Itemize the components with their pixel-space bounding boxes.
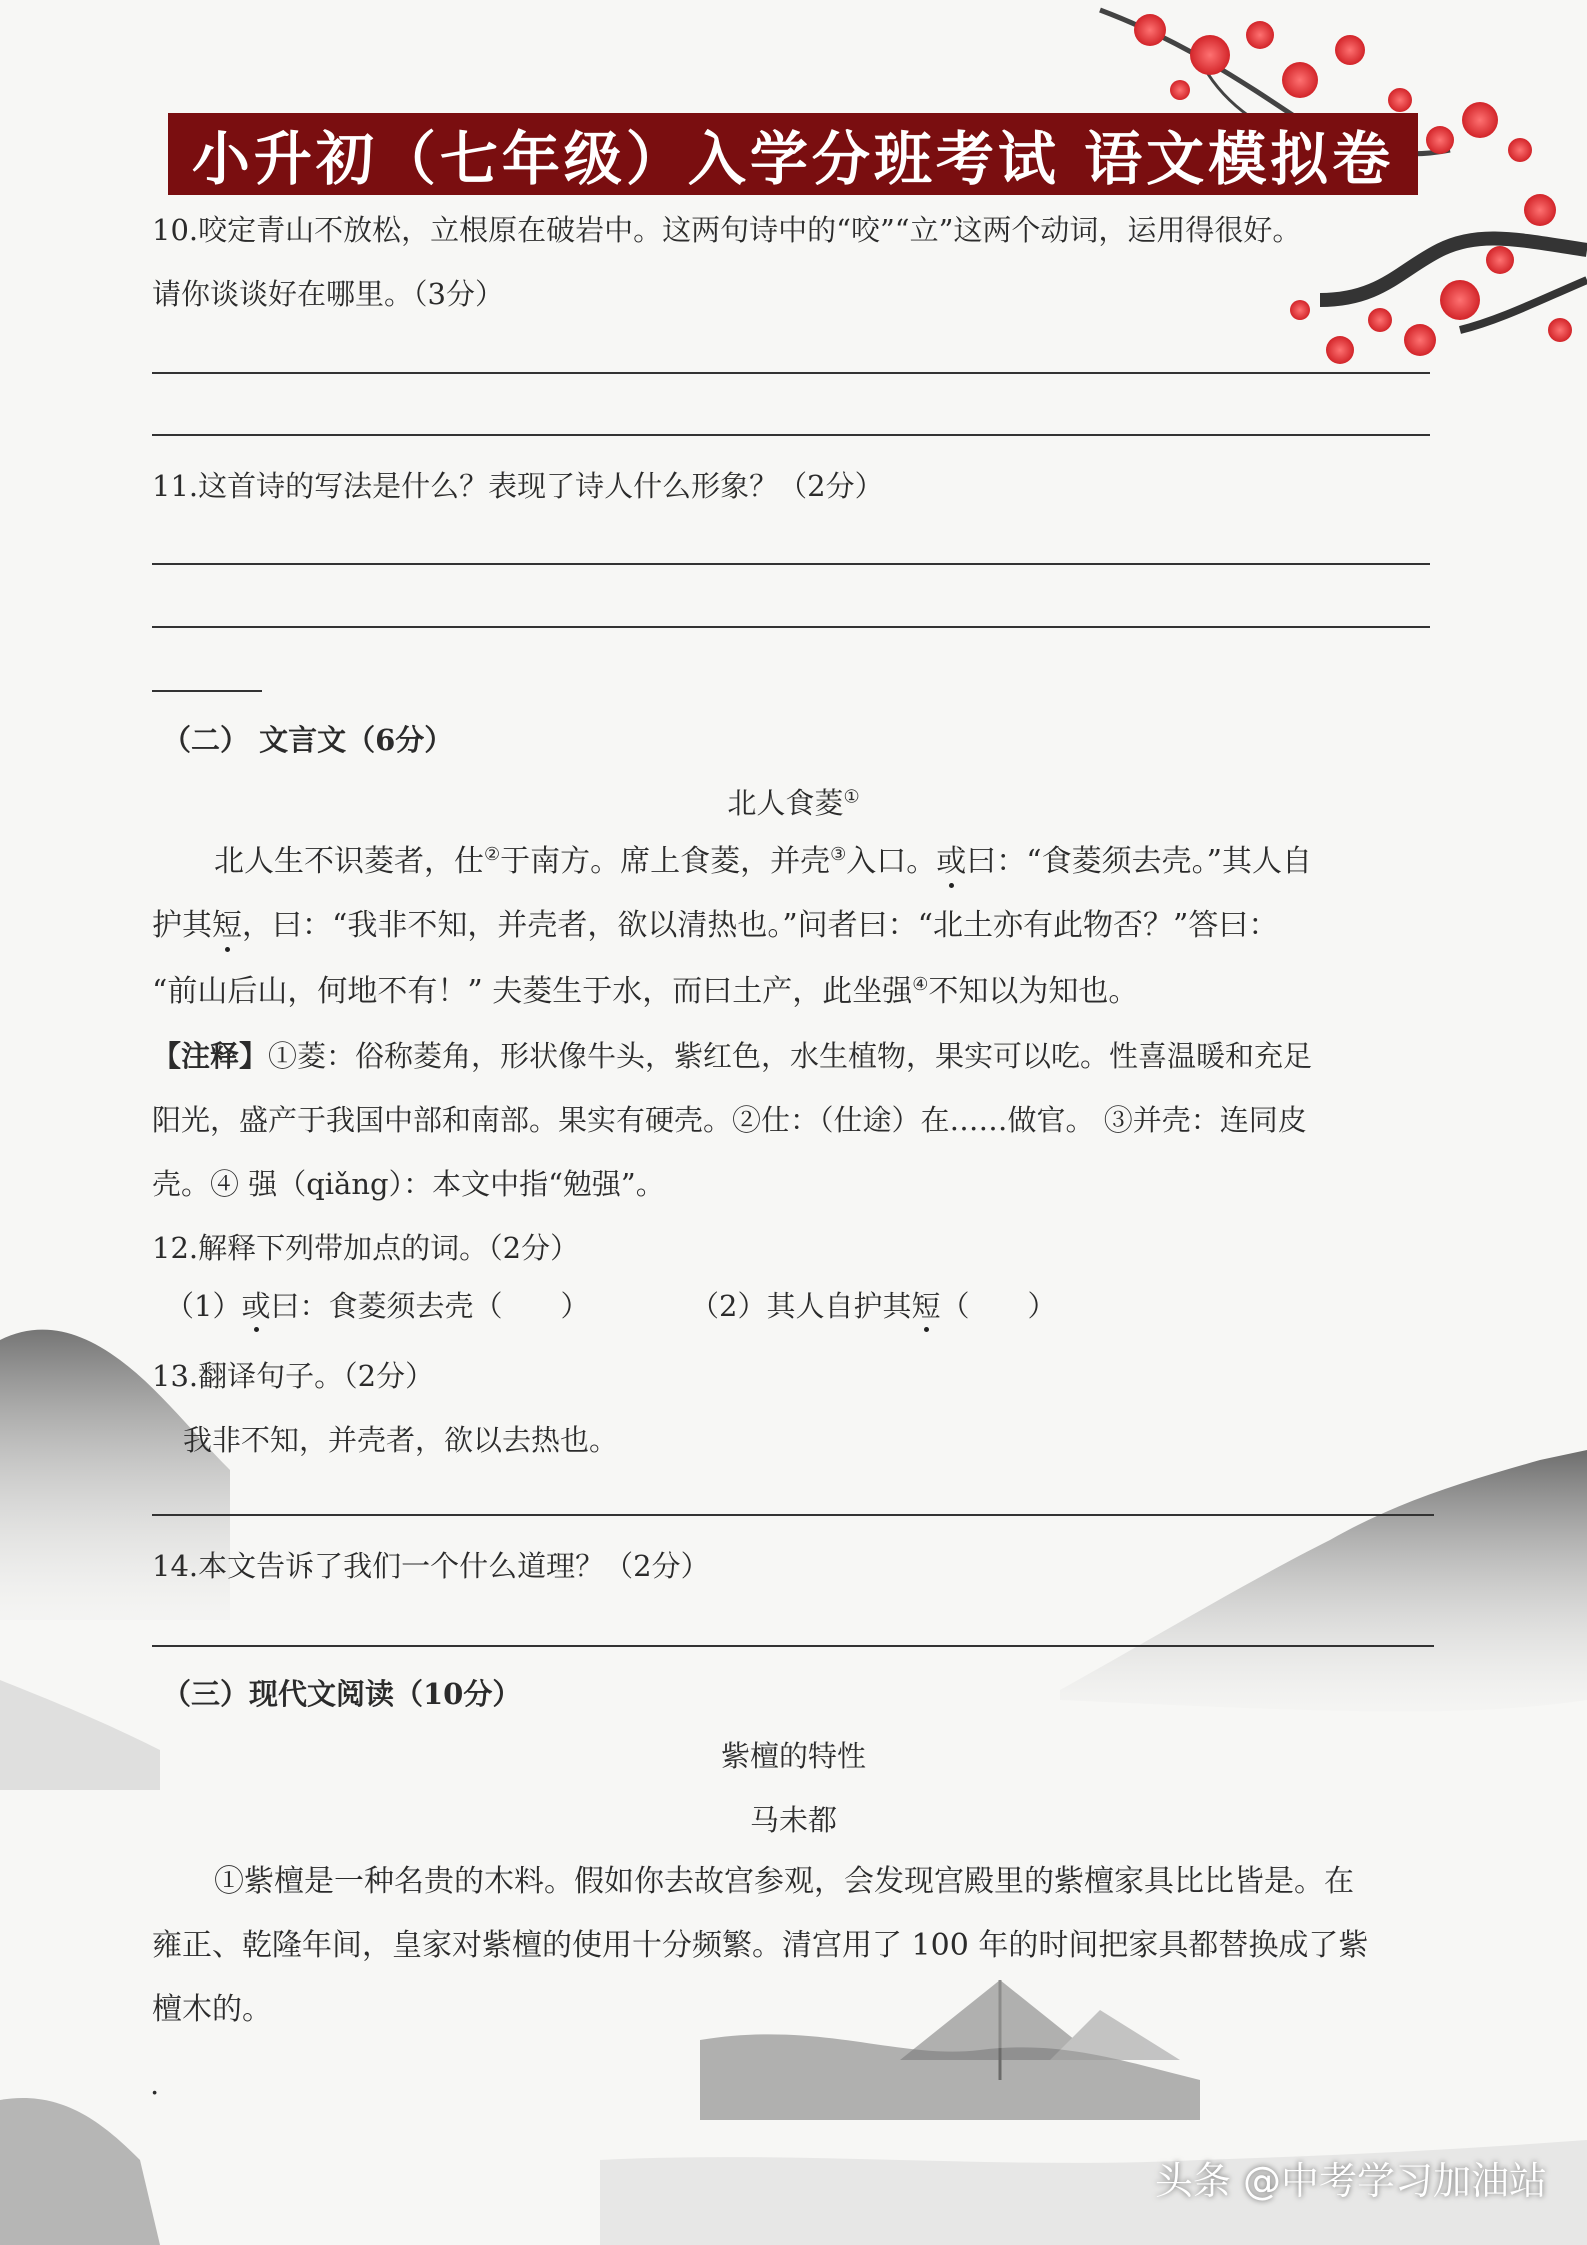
notes-line-1: 【注释】①菱：俗称菱角，形状像牛头，紫红色，水生植物，果实可以吃。性喜温暖和充足 xyxy=(152,1039,1313,1073)
question-13: 13.翻译句子。（2分） xyxy=(152,1359,435,1393)
modern-passage-line-2: 雍正、乾隆年间，皇家对紫檀的使用十分频繁。清宫用了 100 年的时间把家具都替换成了紫 xyxy=(152,1928,1369,1963)
question-12-item-2: （2）其人自护其短（ ） xyxy=(690,1286,1056,1326)
answer-line-q11-1 xyxy=(152,563,1430,565)
section-2-heading: （二） 文言文（6分） xyxy=(162,723,454,757)
question-12: 12.解释下列带加点的词。（2分） xyxy=(152,1231,580,1265)
notes-line-2: 阳光，盛产于我国中部和南部。果实有硬壳。②仕：（仕途）在……做官。 ③并壳：连同皮 xyxy=(152,1103,1307,1137)
section-3-heading: （三）现代文阅读（10分） xyxy=(162,1677,522,1711)
answer-line-q11-2 xyxy=(152,626,1430,628)
question-11: 11.这首诗的写法是什么？表现了诗人什么形象？（2分） xyxy=(152,469,884,503)
passage-author: 马未都 xyxy=(749,1803,837,1837)
dotted-word-huo: 或 xyxy=(936,842,966,882)
question-10-line2: 请你谈谈好在哪里。（3分） xyxy=(152,277,504,311)
source-watermark: 头条 @中考学习加油站 xyxy=(1154,2159,1547,2203)
notes-line-3: 壳。④ 强（qiǎng）：本文中指“勉强”。 xyxy=(152,1167,665,1201)
passage-line-3: “前山后山，何地不有！” 夫菱生于水，而曰土产，此坐强④不知以为知也。 xyxy=(152,974,1139,1009)
answer-line-q11-3 xyxy=(152,690,262,692)
question-14: 14.本文告诉了我们一个什么道理？（2分） xyxy=(152,1549,710,1583)
answer-line-q14 xyxy=(152,1645,1434,1647)
answer-line-q13 xyxy=(152,1514,1434,1516)
stray-mark: . xyxy=(150,2067,160,2101)
notes-label: 【注释】 xyxy=(152,1039,269,1073)
question-13-sentence: 我非不知，并壳者，欲以去热也。 xyxy=(183,1423,619,1457)
modern-passage-line-1: ①紫檀是一种名贵的木料。假如你去故宫参观，会发现宫殿里的紫檀家具比比皆是。在 xyxy=(214,1864,1354,1899)
question-12-item-1: （1）或曰：食菱须去壳（ ） xyxy=(165,1286,589,1326)
modern-passage-line-3: 檀木的。 xyxy=(152,1992,272,2027)
exam-title-banner xyxy=(168,113,1418,195)
dotted-word-duan: 短 xyxy=(212,906,242,946)
passage-line-2: 护其短，曰：“我非不知，并壳者，欲以清热也。”问者曰：“北土亦有此物否？”答曰： xyxy=(152,906,1278,946)
answer-line-q10-2 xyxy=(152,434,1430,436)
question-10-line1: 10.咬定青山不放松，立根原在破岩中。这两句诗中的“咬”“立”这两个动词，运用得很好。 xyxy=(152,213,1302,247)
passage-title-beiren: 北人食菱① xyxy=(727,786,860,820)
exam-title: 小升初（七年级）入学分班考试 语文模拟卷 xyxy=(191,125,1395,193)
answer-line-q10-1 xyxy=(152,372,1430,374)
passage-line-1: 北人生不识菱者，仕②于南方。席上食菱，并壳③入口。或曰：“食菱须去壳。”其人自 xyxy=(214,842,1312,882)
passage-title-zitan: 紫檀的特性 xyxy=(720,1739,866,1773)
